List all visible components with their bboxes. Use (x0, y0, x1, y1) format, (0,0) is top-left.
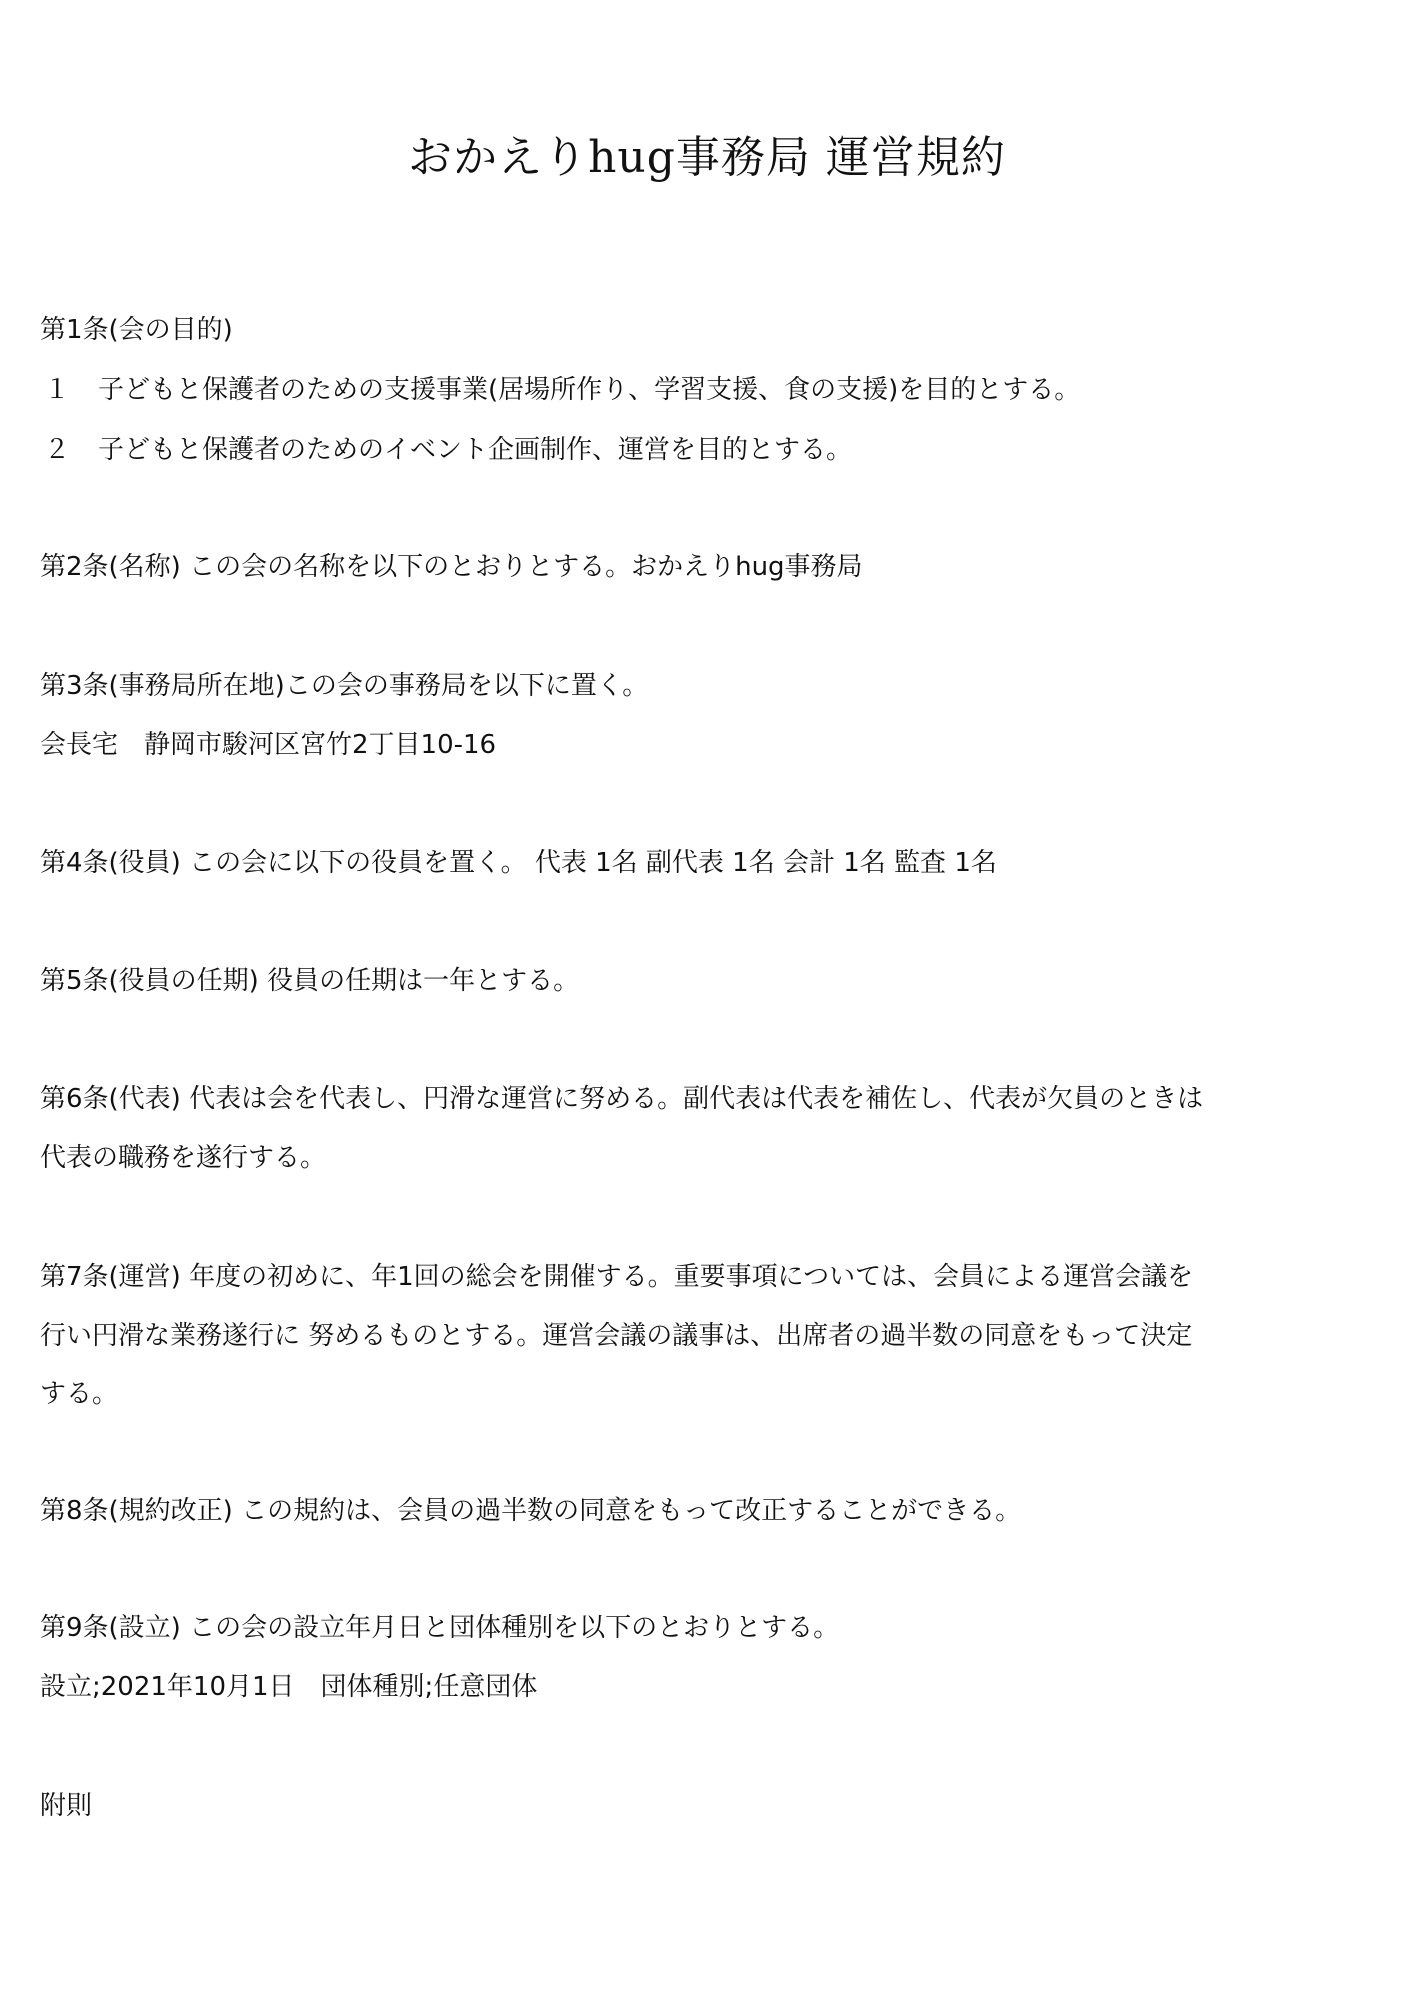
article-6-line-1: 第6条(代表) 代表は会を代表し、円滑な運営に努める。副代表は代表を補佐し、代表が欠員のときは (40, 1084, 1204, 1114)
article-8: 第8条(規約改正) この規約は、会員の過半数の同意をもって改正することができる。 (40, 1496, 1022, 1526)
article-1-item-1 (40, 373, 1080, 407)
supplementary-heading: 附則 (40, 1791, 93, 1821)
article-7-line-1: 第7条(運営) 年度の初めに、年1回の総会を開催する。重要事項については、会員による運営会議を (40, 1262, 1194, 1292)
article-1-item-2 (40, 433, 852, 467)
list-item-text: 子どもと保護者のための支援事業(居場所作り、学習支援、食の支援)を目的とする。 (98, 375, 1081, 405)
article-2: 第2条(名称) この会の名称を以下のとおりとする。おかえりhug事務局 (40, 552, 863, 582)
article-5: 第5条(役員の任期) 役員の任期は一年とする。 (40, 966, 580, 996)
article-3-address: 会長宅 静岡市駿河区宮竹2丁目10-16 (40, 730, 497, 760)
article-6-line-2: 代表の職務を遂行する。 (40, 1143, 327, 1173)
article-7-line-2: 行い円滑な業務遂行に 努めるものとする。運営会議の議事は、出席者の過半数の同意をもって決定 (40, 1321, 1193, 1351)
list-item-text: 子どもと保護者のためのイベント企画制作、運営を目的とする。 (98, 435, 853, 465)
list-number: １ (44, 375, 71, 405)
article-9-heading: 第9条(設立) この会の設立年月日と団体種別を以下のとおりとする。 (40, 1613, 840, 1643)
article-4: 第4条(役員) この会に以下の役員を置く。 代表 1名 副代表 1名 会計 1名 監査 1名 (40, 848, 997, 878)
document-title: おかえりhug事務局 運営規約 (408, 132, 1006, 183)
article-7-line-3: する。 (40, 1379, 119, 1409)
article-3-heading: 第3条(事務局所在地)この会の事務局を以下に置く。 (40, 671, 649, 701)
article-1-heading: 第1条(会の目的) (40, 315, 233, 345)
list-number: ２ (44, 435, 71, 465)
article-9-detail: 設立;2021年10月1日 団体種別;任意団体 (40, 1672, 538, 1702)
